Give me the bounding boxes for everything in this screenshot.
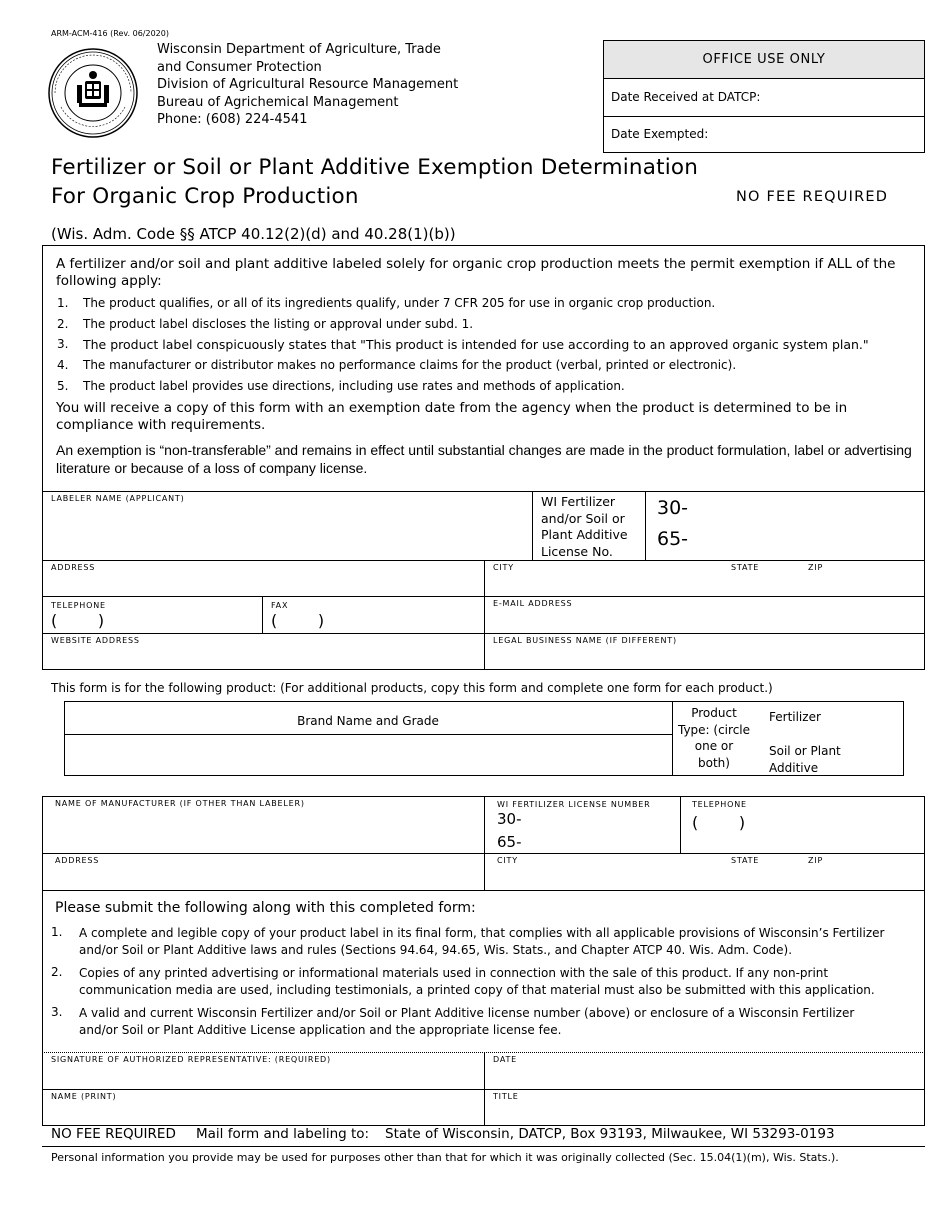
telephone-label: TELEPHONE — [51, 601, 106, 610]
submit-item-line: communication media are used, including testimonials, a printed copy of that material must also be submitted with this application. — [79, 982, 875, 997]
req-num: 1. — [57, 296, 69, 310]
mfr-zip-label: ZIP — [808, 856, 824, 865]
requirements-lead: A fertilizer and/or soil and plant additive labeled solely for organic crop production meets the permit exemption if ALL of the following apply: — [56, 256, 896, 289]
submit-item-line: and/or Soil or Plant Additive laws and rules (Sections 94.64, 94.65, Wis. Stats., and Chapter ATCP 40. Wis. Adm. Code). — [79, 942, 793, 957]
title-line-2: For Organic Crop Production — [51, 184, 359, 209]
mfr-state-label: STATE — [731, 856, 760, 865]
manufacturer-name-field[interactable] — [43, 810, 483, 852]
submit-item-line: A complete and legible copy of your product label in its final form, that complies with all applicable provisions of Wisconsin’s Fertilizer — [79, 926, 885, 940]
agency-line: Division of Agricultural Resource Management — [157, 77, 459, 92]
signature-field[interactable] — [43, 1066, 483, 1088]
signature-label: SIGNATURE OF AUTHORIZED REPRESENTATIVE: (REQUIRED) — [51, 1055, 331, 1064]
title-field[interactable] — [485, 1103, 923, 1125]
mfr-city-label: CITY — [497, 856, 518, 865]
city-label: CITY — [493, 563, 514, 572]
date-field[interactable] — [485, 1066, 923, 1088]
submit-item-line: and/or Soil or Plant Additive License application and the appropriate license fee. — [79, 1022, 562, 1037]
requirements-box — [42, 245, 925, 492]
req-item: The product label provides use directions, including use rates and methods of application. — [83, 379, 625, 393]
labeler-name-label: LABELER NAME (APPLICANT) — [51, 494, 185, 503]
brand-header: Brand Name and Grade — [297, 714, 439, 728]
mfr-license-prefix-65: 65- — [497, 833, 522, 851]
date-received-label: Date Received at DATCP: — [611, 90, 761, 104]
mfr-telephone-label: TELEPHONE — [692, 800, 747, 809]
email-label: E-MAIL ADDRESS — [493, 599, 573, 608]
agency-line: Bureau of Agrichemical Management — [157, 94, 399, 110]
telephone-field[interactable]: ( ) — [51, 611, 105, 630]
copy-notice: You will receive a copy of this form with an exemption date from the agency when the product is determined to be in compliance with requirements. — [56, 400, 848, 433]
mfr-city-field[interactable] — [485, 867, 725, 890]
submit-item-line: Copies of any printed advertising or informational materials used in connection with the sale of this product. If any non-print — [79, 966, 829, 980]
mfr-zip-field[interactable] — [805, 867, 923, 890]
req-item: The product label discloses the listing or approval under subd. 1. — [83, 317, 474, 331]
submit-item-line: A valid and current Wisconsin Fertilizer and/or Soil or Plant Additive license number (above) or enclosure of a Wisconsin Fertilizer — [79, 1006, 855, 1020]
product-type-label: Product Type: (circle one or both) — [677, 706, 751, 770]
date-label: DATE — [493, 1055, 518, 1064]
agency-block — [157, 41, 458, 129]
req-num: 3. — [57, 337, 69, 351]
zip-label: ZIP — [808, 563, 824, 572]
req-num: 2. — [57, 317, 69, 331]
mfr-state-field[interactable] — [730, 867, 800, 890]
address-field[interactable] — [43, 574, 483, 595]
print-name-field[interactable] — [43, 1103, 483, 1125]
address-label: ADDRESS — [51, 563, 96, 572]
submit-num: 3. — [51, 1005, 63, 1019]
citation: (Wis. Adm. Code §§ ATCP 40.12(2)(d) and 40.28(1)(b)) — [51, 225, 456, 243]
submit-lead: Please submit the following along with this completed form: — [55, 900, 476, 916]
agency-line: and Consumer Protection — [157, 59, 322, 75]
print-name-label: NAME (PRINT) — [51, 1092, 117, 1101]
title-line-1: Fertilizer or Soil or Plant Additive Exemption Determination — [51, 155, 699, 180]
mail-label: Mail form and labeling to: — [196, 1126, 370, 1142]
req-item: The manufacturer or distributor makes no performance claims for the product (verbal, printed or electronic). — [83, 358, 737, 372]
req-num: 4. — [57, 358, 69, 372]
state-seal-logo — [47, 47, 139, 139]
state-label: STATE — [731, 563, 760, 572]
req-num: 5. — [57, 379, 69, 393]
mail-address: State of Wisconsin, DATCP, Box 93193, Milwaukee, WI 53293-0193 — [385, 1126, 835, 1142]
email-field[interactable] — [485, 610, 923, 632]
option-soil-plant-additive[interactable]: Soil or Plant Additive — [769, 744, 841, 775]
date-exempted-label: Date Exempted: — [611, 127, 709, 141]
req-item: The product label conspicuously states that "This product is intended for use according to an approved organic system plan." — [83, 337, 869, 352]
agency-phone: Phone: (608) 224-4541 — [157, 112, 308, 127]
license-number-field[interactable] — [690, 493, 923, 559]
submit-item — [79, 1005, 854, 1038]
mfr-license-field[interactable] — [530, 810, 678, 852]
license-prefix-65: 65- — [657, 528, 689, 550]
submit-num: 1. — [51, 925, 63, 939]
form-title — [51, 153, 698, 211]
submit-item — [79, 925, 884, 958]
legal-name-field[interactable] — [485, 647, 923, 669]
office-use-box — [603, 40, 925, 153]
license-no-label: WI Fertilizer and/or Soil or Plant Additive License No. — [541, 494, 628, 559]
mfr-license-label: WI FERTILIZER LICENSE NUMBER — [497, 800, 651, 809]
title-label: TITLE — [493, 1092, 519, 1101]
state-field[interactable] — [730, 574, 800, 595]
option-fertilizer[interactable]: Fertilizer — [769, 710, 821, 724]
license-prefix-30: 30- — [657, 497, 689, 519]
submit-num: 2. — [51, 965, 63, 979]
brand-name-field[interactable] — [65, 735, 671, 775]
office-use-title: OFFICE USE ONLY — [604, 41, 924, 79]
manufacturer-name-label: NAME OF MANUFACTURER (IF OTHER THAN LABELER) — [55, 799, 305, 808]
zip-field[interactable] — [805, 574, 923, 595]
agency-line: Wisconsin Department of Agriculture, Trade — [157, 42, 441, 57]
mfr-address-label: ADDRESS — [55, 856, 100, 865]
req-item: The product qualifies, or all of its ingredients qualify, under 7 CFR 205 for use in organic crop production. — [83, 296, 716, 310]
privacy-notice: Personal information you provide may be used for purposes other than that for which it was originally collected (Sec. 15.04(1)(m), Wis. Stats.). — [51, 1151, 839, 1164]
submit-item — [79, 965, 875, 998]
product-intro: This form is for the following product: (For additional products, copy this form and complete one form for each product.) — [51, 681, 773, 695]
mfr-address-field[interactable] — [43, 867, 483, 890]
footer-no-fee: NO FEE REQUIRED — [51, 1126, 176, 1142]
city-field[interactable] — [485, 574, 725, 595]
website-label: WEBSITE ADDRESS — [51, 636, 140, 645]
fax-label: FAX — [271, 601, 289, 610]
labeler-name-field[interactable] — [43, 505, 531, 559]
website-field[interactable] — [43, 647, 483, 669]
transfer-notice: An exemption is “non-transferable” and remains in effect until substantial changes are made in the product formulation, label or advertising literature or because of a loss of company license. — [56, 442, 912, 476]
fax-field[interactable]: ( ) — [271, 611, 325, 630]
no-fee-badge: NO FEE REQUIRED — [736, 189, 889, 205]
mfr-telephone-field[interactable]: ( ) — [692, 813, 746, 832]
form-id: ARM-ACM-416 (Rev. 06/2020) — [51, 29, 169, 38]
mfr-license-prefix-30: 30- — [497, 810, 522, 828]
legal-name-label: LEGAL BUSINESS NAME (IF DIFFERENT) — [493, 636, 677, 645]
